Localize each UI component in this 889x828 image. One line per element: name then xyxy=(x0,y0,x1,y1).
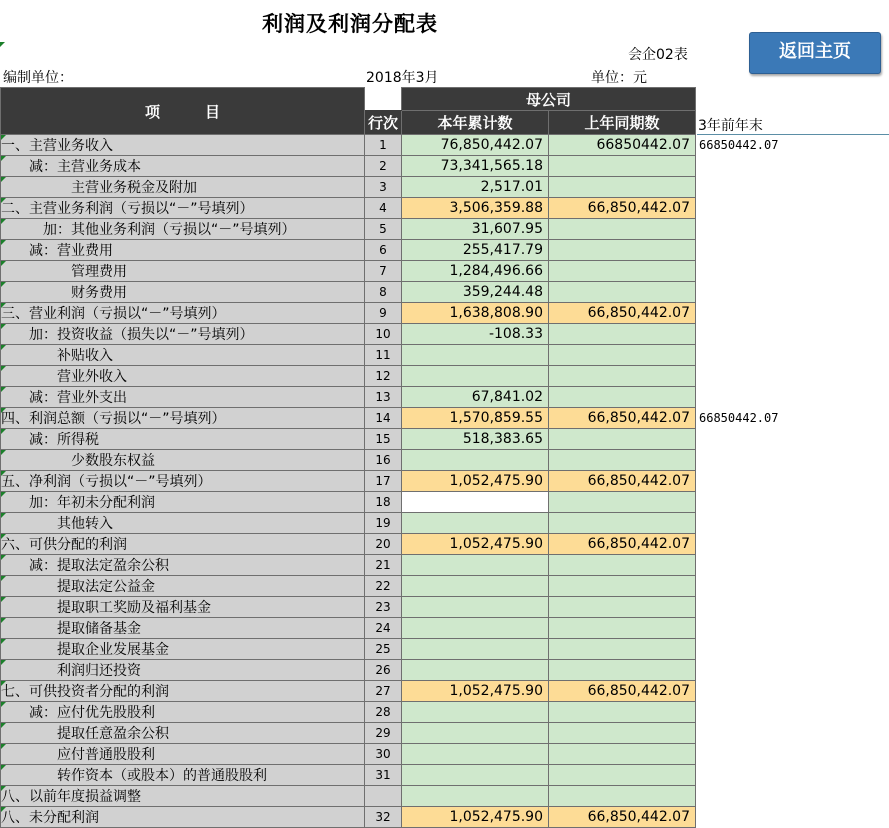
row-item-label[interactable] xyxy=(1,408,365,429)
current-year-cell[interactable]: 1,052,475.90 xyxy=(402,807,549,828)
current-year-cell[interactable]: 76,850,442.07 xyxy=(402,135,549,156)
row-item-text: 加：年初未分配利润 xyxy=(1,495,155,511)
table-row xyxy=(1,345,888,366)
cell-marker-icon xyxy=(1,744,6,749)
table-row xyxy=(1,219,888,240)
cell-marker-icon xyxy=(1,408,6,413)
row-line-number: 17 xyxy=(365,471,402,492)
table-row xyxy=(1,492,888,513)
row-item-text: 提取职工奖励及福利基金 xyxy=(1,600,211,616)
current-year-cell[interactable]: 518,383.65 xyxy=(402,429,549,450)
current-year-cell[interactable]: 31,607.95 xyxy=(402,219,549,240)
prior-year-cell[interactable]: 66,850,442.07 xyxy=(549,534,696,555)
form-code: 会企02表 xyxy=(628,47,688,63)
cell-marker-icon xyxy=(1,135,6,140)
row-item-label[interactable] xyxy=(1,597,365,618)
row-line-number: 23 xyxy=(365,597,402,618)
row-line-number: 1 xyxy=(365,135,402,156)
cell-marker-icon xyxy=(1,324,6,329)
row-line-number: 26 xyxy=(365,660,402,681)
current-year-cell[interactable] xyxy=(402,744,549,765)
row-item-label[interactable] xyxy=(1,303,365,324)
row-item-text: 减：主营业务成本 xyxy=(1,159,141,175)
table-row xyxy=(1,786,888,807)
prior-year-cell[interactable]: 66,850,442.07 xyxy=(549,681,696,702)
row-line-number: 8 xyxy=(365,282,402,303)
current-year-cell[interactable] xyxy=(402,345,549,366)
cell-marker-icon xyxy=(1,471,6,476)
prior-year-cell[interactable] xyxy=(549,219,696,240)
row-line-number: 10 xyxy=(365,324,402,345)
row-line-number: 29 xyxy=(365,723,402,744)
row-line-number: 24 xyxy=(365,618,402,639)
current-year-cell[interactable] xyxy=(402,576,549,597)
row-item-label[interactable] xyxy=(1,261,365,282)
table-row xyxy=(1,681,888,702)
current-year-cell[interactable]: 2,517.01 xyxy=(402,177,549,198)
row-item-text: 其他转入 xyxy=(1,516,113,532)
table-row xyxy=(1,177,888,198)
row-item-text: 加：投资收益（损失以“－”号填列） xyxy=(1,327,254,343)
current-year-cell[interactable]: 73,341,565.18 xyxy=(402,156,549,177)
table-row xyxy=(1,807,888,828)
table-row xyxy=(1,471,888,492)
row-line-number xyxy=(365,786,402,807)
side-value-cell[interactable] xyxy=(696,450,888,471)
cell-marker-icon xyxy=(1,513,6,518)
row-item-text: 减：营业费用 xyxy=(1,243,113,259)
side-value-cell[interactable] xyxy=(696,198,888,219)
prior-year-cell[interactable] xyxy=(549,576,696,597)
current-year-cell[interactable] xyxy=(402,723,549,744)
cell-marker-icon xyxy=(1,555,6,560)
side-value-cell[interactable] xyxy=(696,681,888,702)
side-value-cell[interactable] xyxy=(696,555,888,576)
prior-year-cell[interactable] xyxy=(549,618,696,639)
current-year-cell[interactable] xyxy=(402,639,549,660)
prior-year-cell[interactable]: 66,850,442.07 xyxy=(549,198,696,219)
side-blank xyxy=(696,88,888,111)
table-row xyxy=(1,744,888,765)
prior-year-cell[interactable] xyxy=(549,597,696,618)
row-line-number: 30 xyxy=(365,744,402,765)
table-row xyxy=(1,639,888,660)
side-value-cell[interactable] xyxy=(696,534,888,555)
current-year-cell[interactable]: 67,841.02 xyxy=(402,387,549,408)
side-value-cell[interactable] xyxy=(696,702,888,723)
current-year-cell[interactable]: 1,052,475.90 xyxy=(402,681,549,702)
row-item-text: 财务费用 xyxy=(1,285,127,301)
row-item-text: 提取任意盈余公积 xyxy=(1,726,169,742)
row-item-text: 七、可供投资者分配的利润 xyxy=(1,684,169,700)
row-item-text: 营业外收入 xyxy=(1,369,127,385)
table-row xyxy=(1,324,888,345)
cell-marker-icon xyxy=(1,807,6,812)
row-line-number: 2 xyxy=(365,156,402,177)
current-year-cell[interactable] xyxy=(402,555,549,576)
row-item-label[interactable] xyxy=(1,702,365,723)
row-item-label[interactable] xyxy=(1,366,365,387)
row-line-number: 22 xyxy=(365,576,402,597)
row-line-number: 6 xyxy=(365,240,402,261)
side-divider xyxy=(697,134,889,135)
cell-marker-icon xyxy=(1,618,6,623)
row-item-text: 应付普通股股利 xyxy=(1,747,155,763)
table-row xyxy=(1,366,888,387)
prior-year-cell[interactable] xyxy=(549,450,696,471)
row-line-number: 15 xyxy=(365,429,402,450)
current-year-cell[interactable]: 359,244.48 xyxy=(402,282,549,303)
table-row xyxy=(1,387,888,408)
table-row xyxy=(1,765,888,786)
table-row xyxy=(1,156,888,177)
row-item-label[interactable] xyxy=(1,639,365,660)
row-item-label[interactable] xyxy=(1,681,365,702)
row-item-label[interactable] xyxy=(1,513,365,534)
side-value-cell[interactable] xyxy=(696,786,888,807)
row-line-number: 16 xyxy=(365,450,402,471)
prior-year-cell[interactable] xyxy=(549,744,696,765)
row-item-text: 减：营业外支出 xyxy=(1,390,127,406)
row-item-text: 加：其他业务利润（亏损以“－”号填列） xyxy=(1,222,296,238)
side-value-cell[interactable]: 66850442.07 xyxy=(696,135,888,156)
prior-year-cell[interactable] xyxy=(549,261,696,282)
row-line-number: 14 xyxy=(365,408,402,429)
prior-year-cell[interactable] xyxy=(549,639,696,660)
row-line-number: 27 xyxy=(365,681,402,702)
row-item-label[interactable] xyxy=(1,387,365,408)
row-item-label[interactable] xyxy=(1,177,365,198)
row-item-label[interactable] xyxy=(1,198,365,219)
row-line-number: 12 xyxy=(365,366,402,387)
table-row xyxy=(1,135,888,156)
row-item-text: 主营业务税金及附加 xyxy=(1,180,197,196)
prior-year-cell[interactable] xyxy=(549,786,696,807)
table-row xyxy=(1,408,888,429)
prior-year-cell[interactable] xyxy=(549,177,696,198)
table-row xyxy=(1,702,888,723)
row-item-label[interactable] xyxy=(1,765,365,786)
side-value-cell[interactable] xyxy=(696,618,888,639)
row-item-text: 四、利润总额（亏损以“－”号填列） xyxy=(1,411,226,427)
prior-year-cell[interactable] xyxy=(549,723,696,744)
prior-year-cell[interactable] xyxy=(549,345,696,366)
income-statement-table xyxy=(0,87,888,828)
company-unit-label: 编制单位： xyxy=(3,70,73,86)
row-item-text: 八、未分配利润 xyxy=(1,810,99,826)
current-year-cell[interactable] xyxy=(402,597,549,618)
cell-marker-icon xyxy=(1,492,6,497)
table-row xyxy=(1,282,888,303)
row-item-label[interactable] xyxy=(1,807,365,828)
current-year-cell[interactable]: 1,638,808.90 xyxy=(402,303,549,324)
table-row xyxy=(1,618,888,639)
cell-marker-icon xyxy=(1,702,6,707)
row-item-text: 补贴收入 xyxy=(1,348,113,364)
side-value-cell[interactable] xyxy=(696,744,888,765)
row-item-label[interactable] xyxy=(1,135,365,156)
table-row xyxy=(1,429,888,450)
side-value-cell[interactable] xyxy=(696,324,888,345)
current-year-cell[interactable] xyxy=(402,786,549,807)
side-value-cell[interactable] xyxy=(696,492,888,513)
report-period: 2018年3月 xyxy=(366,70,439,86)
side-value-cell[interactable] xyxy=(696,723,888,744)
row-item-label[interactable] xyxy=(1,786,365,807)
side-value-cell[interactable] xyxy=(696,156,888,177)
prior-year-cell[interactable] xyxy=(549,513,696,534)
cell-marker-icon xyxy=(1,786,6,791)
cell-marker-icon xyxy=(1,198,6,203)
table-row xyxy=(1,723,888,744)
prior-year-cell[interactable]: 66,850,442.07 xyxy=(549,471,696,492)
cell-marker-icon xyxy=(1,177,6,182)
current-year-cell[interactable] xyxy=(402,450,549,471)
cell-marker-icon xyxy=(1,450,6,455)
home-button[interactable]: 返回主页 xyxy=(749,32,881,74)
row-item-label[interactable] xyxy=(1,282,365,303)
row-item-label[interactable] xyxy=(1,534,365,555)
current-year-cell[interactable]: 1,570,859.55 xyxy=(402,408,549,429)
prior-year-cell[interactable] xyxy=(549,240,696,261)
row-line-number: 18 xyxy=(365,492,402,513)
cell-marker-icon xyxy=(1,534,6,539)
prior-year-cell[interactable]: 66,850,442.07 xyxy=(549,807,696,828)
prior-year-cell[interactable] xyxy=(549,702,696,723)
table-row xyxy=(1,576,888,597)
row-item-label[interactable] xyxy=(1,744,365,765)
current-year-cell[interactable]: 255,417.79 xyxy=(402,240,549,261)
row-item-text: 管理费用 xyxy=(1,264,127,280)
current-year-cell[interactable] xyxy=(402,618,549,639)
table-row xyxy=(1,450,888,471)
row-line-number: 11 xyxy=(365,345,402,366)
row-item-text: 六、可供分配的利润 xyxy=(1,537,127,553)
side-value-cell[interactable] xyxy=(696,429,888,450)
row-item-text: 提取企业发展基金 xyxy=(1,642,169,658)
table-row xyxy=(1,240,888,261)
table-row xyxy=(1,261,888,282)
row-item-text: 一、主营业务收入 xyxy=(1,138,113,154)
row-item-label[interactable] xyxy=(1,219,365,240)
prior-year-cell[interactable] xyxy=(549,660,696,681)
side-value-cell[interactable] xyxy=(696,240,888,261)
current-year-cell[interactable] xyxy=(402,492,549,513)
row-item-label[interactable] xyxy=(1,345,365,366)
table-row xyxy=(1,513,888,534)
current-year-cell[interactable] xyxy=(402,765,549,786)
cell-marker-icon xyxy=(1,156,6,161)
cell-marker-icon xyxy=(1,597,6,602)
prior-year-cell[interactable]: 66,850,442.07 xyxy=(549,303,696,324)
table-row xyxy=(1,534,888,555)
side-value-cell[interactable] xyxy=(696,345,888,366)
row-item-label[interactable] xyxy=(1,723,365,744)
row-item-text: 减：提取法定盈余公积 xyxy=(1,558,169,574)
prior-year-cell[interactable]: 66,850,442.07 xyxy=(549,408,696,429)
cell-marker-icon xyxy=(1,366,6,371)
side-value-cell[interactable] xyxy=(696,387,888,408)
row-item-label[interactable] xyxy=(1,450,365,471)
cell-marker-icon xyxy=(1,576,6,581)
column-header-item: 项 目 xyxy=(1,88,365,135)
column-header-prior: 上年同期数 xyxy=(549,111,696,135)
cell-marker-icon xyxy=(0,42,5,47)
cell-marker-icon xyxy=(1,303,6,308)
prior-year-cell[interactable] xyxy=(549,324,696,345)
row-line-number: 9 xyxy=(365,303,402,324)
row-item-text: 减：应付优先股股利 xyxy=(1,705,155,721)
current-year-cell[interactable] xyxy=(402,366,549,387)
row-line-number: 20 xyxy=(365,534,402,555)
cell-marker-icon xyxy=(1,282,6,287)
current-year-cell[interactable] xyxy=(402,660,549,681)
row-line-number: 21 xyxy=(365,555,402,576)
side-value-cell[interactable] xyxy=(696,807,888,828)
row-line-number: 19 xyxy=(365,513,402,534)
side-value-cell[interactable] xyxy=(696,471,888,492)
row-line-number: 28 xyxy=(365,702,402,723)
prior-year-cell[interactable] xyxy=(549,765,696,786)
row-item-text: 五、净利润（亏损以“－”号填列） xyxy=(1,474,212,490)
current-year-cell[interactable]: -108.33 xyxy=(402,324,549,345)
prior-year-cell[interactable]: 66850442.07 xyxy=(549,135,696,156)
row-item-text: 转作资本（或股本）的普通股股利 xyxy=(1,768,267,784)
row-item-text: 少数股东权益 xyxy=(1,453,155,469)
prior-year-cell[interactable] xyxy=(549,555,696,576)
prior-year-cell[interactable] xyxy=(549,282,696,303)
row-item-label[interactable] xyxy=(1,240,365,261)
row-line-number: 13 xyxy=(365,387,402,408)
side-value-cell[interactable] xyxy=(696,261,888,282)
row-item-text: 提取储备基金 xyxy=(1,621,141,637)
table-row xyxy=(1,303,888,324)
current-year-cell[interactable] xyxy=(402,702,549,723)
table-row xyxy=(1,555,888,576)
column-header-line: 行次 xyxy=(365,111,402,135)
side-value-cell[interactable] xyxy=(696,576,888,597)
row-item-label[interactable] xyxy=(1,492,365,513)
row-item-label[interactable] xyxy=(1,555,365,576)
row-item-label[interactable] xyxy=(1,429,365,450)
side-value-cell[interactable] xyxy=(696,177,888,198)
prior-year-cell[interactable] xyxy=(549,387,696,408)
table-row xyxy=(1,597,888,618)
side-value-cell[interactable] xyxy=(696,765,888,786)
side-value-cell[interactable] xyxy=(696,660,888,681)
cell-marker-icon xyxy=(1,639,6,644)
side-value-cell[interactable] xyxy=(696,639,888,660)
row-item-label[interactable] xyxy=(1,660,365,681)
cell-marker-icon xyxy=(1,681,6,686)
prior-year-cell[interactable] xyxy=(549,492,696,513)
row-item-label[interactable] xyxy=(1,324,365,345)
row-item-text: 八、以前年度损益调整 xyxy=(1,789,141,805)
row-item-text: 三、营业利润（亏损以“－”号填列） xyxy=(1,306,226,322)
row-line-number: 5 xyxy=(365,219,402,240)
row-item-label[interactable] xyxy=(1,471,365,492)
cell-marker-icon xyxy=(1,723,6,728)
cell-marker-icon xyxy=(1,660,6,665)
side-value-cell[interactable] xyxy=(696,303,888,324)
column-group-parent-company: 母公司 xyxy=(402,88,696,111)
cell-marker-icon xyxy=(1,429,6,434)
current-year-cell[interactable]: 1,052,475.90 xyxy=(402,471,549,492)
table-row xyxy=(1,660,888,681)
side-value-cell[interactable]: 66850442.07 xyxy=(696,408,888,429)
prior-year-cell[interactable] xyxy=(549,429,696,450)
cell-marker-icon xyxy=(1,387,6,392)
prior-year-cell[interactable] xyxy=(549,156,696,177)
cell-marker-icon xyxy=(1,261,6,266)
cell-marker-icon xyxy=(1,240,6,245)
side-value-cell[interactable] xyxy=(696,597,888,618)
currency-unit-label: 单位：元 xyxy=(591,70,647,86)
row-line-number: 4 xyxy=(365,198,402,219)
column-header-current: 本年累计数 xyxy=(402,111,549,135)
row-item-label[interactable] xyxy=(1,618,365,639)
row-item-label[interactable] xyxy=(1,156,365,177)
current-year-cell[interactable]: 1,284,496.66 xyxy=(402,261,549,282)
row-line-number: 31 xyxy=(365,765,402,786)
current-year-cell[interactable]: 3,506,359.88 xyxy=(402,198,549,219)
row-item-text: 利润归还投资 xyxy=(1,663,141,679)
cell-marker-icon xyxy=(1,219,6,224)
current-year-cell[interactable]: 1,052,475.90 xyxy=(402,534,549,555)
row-line-number: 32 xyxy=(365,807,402,828)
prior-year-cell[interactable] xyxy=(549,366,696,387)
page-title: 利润及利润分配表 xyxy=(262,12,438,36)
row-item-text: 二、主营业务利润（亏损以“－”号填列） xyxy=(1,201,254,217)
cell-marker-icon xyxy=(1,765,6,770)
header-blank xyxy=(365,88,402,111)
row-item-label[interactable] xyxy=(1,576,365,597)
side-value-cell[interactable] xyxy=(696,513,888,534)
table-row xyxy=(1,198,888,219)
side-header: 3年前年末 xyxy=(696,111,888,135)
cell-marker-icon xyxy=(1,345,6,350)
row-line-number: 7 xyxy=(365,261,402,282)
side-value-cell[interactable] xyxy=(696,219,888,240)
side-value-cell[interactable] xyxy=(696,282,888,303)
current-year-cell[interactable] xyxy=(402,513,549,534)
row-item-text: 提取法定公益金 xyxy=(1,579,155,595)
row-line-number: 25 xyxy=(365,639,402,660)
row-item-text: 减：所得税 xyxy=(1,432,99,448)
side-value-cell[interactable] xyxy=(696,366,888,387)
row-line-number: 3 xyxy=(365,177,402,198)
